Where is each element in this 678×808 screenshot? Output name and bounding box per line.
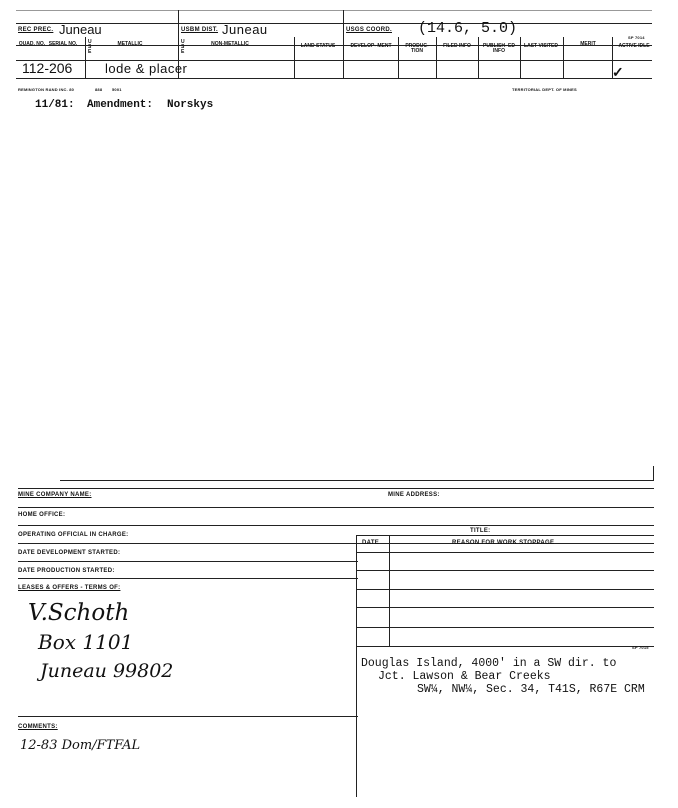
col-active-idle: ACTIVE IDLE xyxy=(618,43,650,49)
rec-prec-label: REC PREC. xyxy=(18,27,54,33)
col-serial-no: SERIAL NO. xyxy=(48,41,78,47)
commodity-value: lode & placer xyxy=(105,61,188,76)
usgs-coord-value: (14.6, 5.0) xyxy=(418,20,518,37)
col-metallic: METALLIC xyxy=(117,41,143,47)
col-use-letters-1: U S E xyxy=(88,39,92,55)
usbm-dist-label: USBM DIST. xyxy=(181,27,219,33)
dept-text: TERRITORIAL DEPT. OF MINES xyxy=(512,87,577,92)
col-non-metallic: NON-METALLIC xyxy=(211,41,249,47)
note-value: Norskys xyxy=(167,99,214,111)
usgs-coord-label: USGS COORD. xyxy=(346,27,392,33)
date-prod-started-label: DATE PRODUCTION STARTED: xyxy=(18,568,115,574)
operating-official-label: OPERATING OFFICIAL IN CHARGE: xyxy=(18,532,129,538)
print-code-1: 888 xyxy=(95,87,103,92)
col-filed-info: FILED INFO xyxy=(443,43,471,49)
comments-label: COMMENTS: xyxy=(18,724,58,730)
note-date: 11/81: xyxy=(35,99,75,111)
note-label: Amendment: xyxy=(87,99,154,111)
col-quad-no: QUAD. NO. xyxy=(18,41,46,47)
col-development: DEVELOP- MENT xyxy=(350,43,392,49)
home-office-label: HOME OFFICE: xyxy=(18,512,66,518)
location-line1: Douglas Island, 4000' in a SW dir. to xyxy=(361,657,617,670)
title-label: TITLE: xyxy=(470,528,491,534)
date-dev-started-label: DATE DEVELOPMENT STARTED: xyxy=(18,550,121,556)
form-code-top: SP 7014 xyxy=(628,35,645,40)
mine-address-label: MINE ADDRESS: xyxy=(388,492,440,498)
lease-holder-city: Juneau 99802 xyxy=(40,660,174,682)
col-land-status: LAND STATUS xyxy=(300,43,336,49)
printer-text: REMINGTON RAND INC. 80 xyxy=(18,87,75,92)
col-last-visited: LAST VISITED xyxy=(524,43,558,49)
reason-col-header: REASON FOR WORK STOPPAGE xyxy=(452,540,555,546)
quad-serial-value: 112-206 xyxy=(22,60,73,76)
active-mark-icon: ✓ xyxy=(612,64,624,80)
col-merit: MERIT xyxy=(580,41,596,47)
location-line2: Jct. Lawson & Bear Creeks xyxy=(378,670,551,683)
lease-holder-box: Box 1101 xyxy=(38,630,134,654)
print-code-2: 5001 xyxy=(112,87,122,92)
col-published-info: PUBLISH- ED INFO xyxy=(483,43,515,54)
col-production: PRODUC- TION xyxy=(405,43,429,54)
comment-handwritten: 12-83 Dom/FTFAL xyxy=(20,738,141,753)
col-use-letters-2: U S E xyxy=(181,39,185,55)
leases-label: LEASES & OFFERS - TERMS OF: xyxy=(18,585,121,591)
location-line3: SW¼, NW¼, Sec. 34, T41S, R67E CRM xyxy=(417,683,645,696)
lease-holder-name: V.Schoth xyxy=(28,600,130,626)
rec-prec-value: Juneau xyxy=(59,22,102,37)
mine-company-name-label: MINE COMPANY NAME: xyxy=(18,492,92,498)
usbm-dist-value: Juneau xyxy=(222,22,268,37)
form-code-bottom: SP 7015 xyxy=(632,645,649,650)
date-col-header: DATE xyxy=(362,540,380,546)
